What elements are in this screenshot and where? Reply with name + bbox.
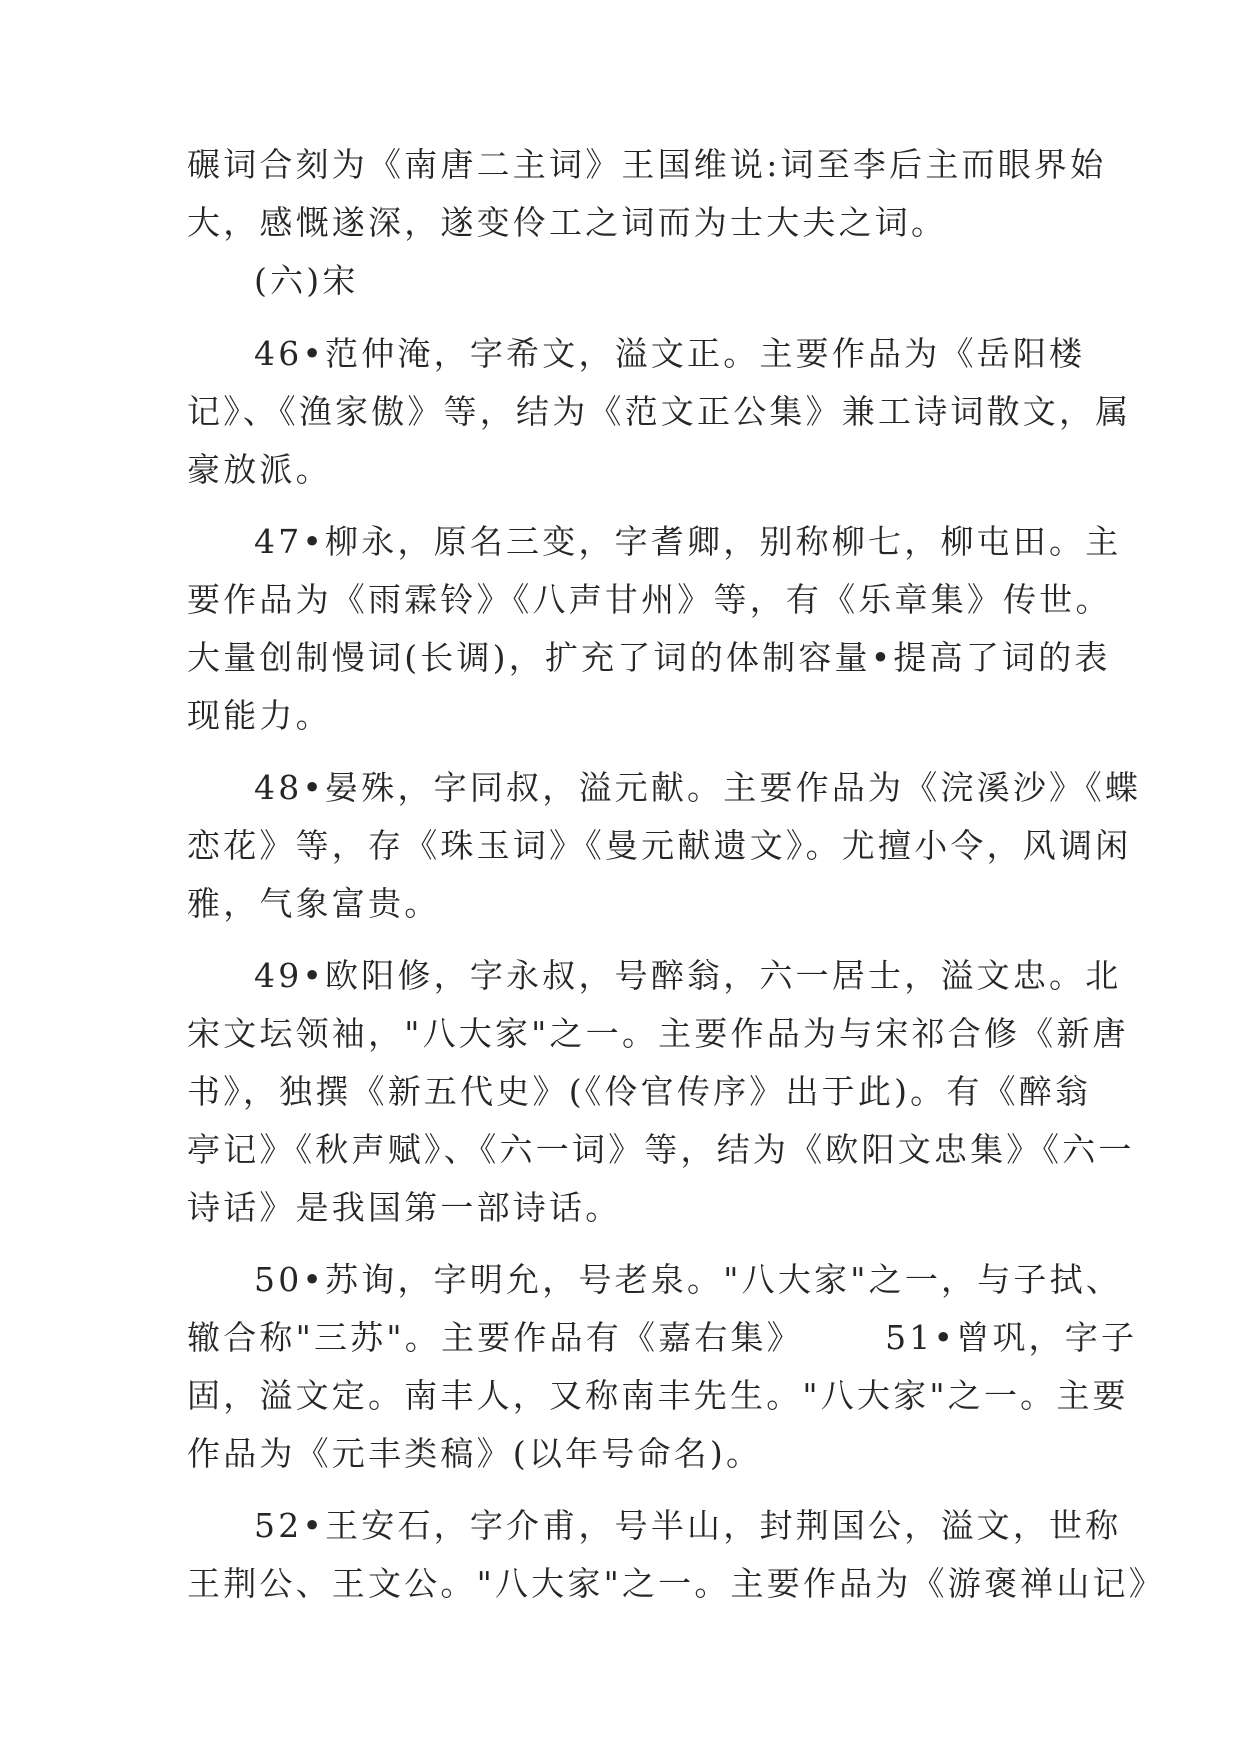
text-line: 宋文坛领袖，"八大家"之一。主要作品为与宋祁合修《新唐 — [187, 1014, 1129, 1053]
text-line: 亭记》《秋声赋》、《六一词》等，结为《欧阳文忠集》《六一 — [187, 1130, 1135, 1169]
text-line: 书》，独撰《新五代史》(《伶官传序》出于此)。有《醉翁 — [187, 1072, 1092, 1111]
text-line: 记》、《渔家傲》等，结为《范文正公集》兼工诗词散文，属 — [187, 392, 1132, 431]
text-line: 碾词合刻为《南唐二主词》王国维说:词至李后主而眼界始 — [187, 145, 1107, 184]
text-line: 王荆公、王文公。"八大家"之一。主要作品为《游褒禅山记》 — [187, 1564, 1165, 1603]
text-line: 46•范仲淹，字希文，溢文正。主要作品为《岳阳楼 — [254, 334, 1086, 373]
text-line: 辙合称"三苏"。主要作品有《嘉右集》 51•曾巩，字子 — [187, 1318, 1138, 1357]
text-line: 要作品为《雨霖铃》《八声甘州》等，有《乐章集》传世。 — [187, 580, 1112, 619]
text-line: 48•晏殊，字同叔，溢元献。主要作品为《浣溪沙》《蝶 — [254, 768, 1142, 807]
text-line: 大，感慨遂深，遂变伶工之词而为士大夫之词。 — [187, 203, 948, 242]
text-line: 52•王安石，字介甫，号半山，封荆国公，溢文，世称 — [254, 1506, 1122, 1545]
text-line: 诗话》是我国第一部诗话。 — [187, 1188, 622, 1227]
section-heading: (六)宋 — [254, 261, 359, 300]
text-line: 大量创制慢词(长调)，扩充了词的体制容量•提高了词的表 — [187, 638, 1111, 677]
text-line: 现能力。 — [187, 696, 332, 735]
text-line: 作品为《元丰类稿》(以年号命名)。 — [187, 1434, 763, 1473]
text-line: 豪放派。 — [187, 450, 332, 489]
text-line: 恋花》等，存《珠玉词》《曼元献遗文》。尤擅小令，风调闲 — [187, 826, 1132, 865]
text-line: 49•欧阳修，字永叔，号醉翁，六一居士，溢文忠。北 — [254, 956, 1122, 995]
text-line: 50•苏询，字明允，号老泉。"八大家"之一，与子拭、 — [254, 1260, 1123, 1299]
text-line: 雅，气象富贵。 — [187, 884, 441, 923]
text-line: 47•柳永，原名三变，字耆卿，别称柳七，柳屯田。主 — [254, 522, 1122, 561]
text-line: 固，溢文定。南丰人，又称南丰先生。"八大家"之一。主要 — [187, 1376, 1129, 1415]
